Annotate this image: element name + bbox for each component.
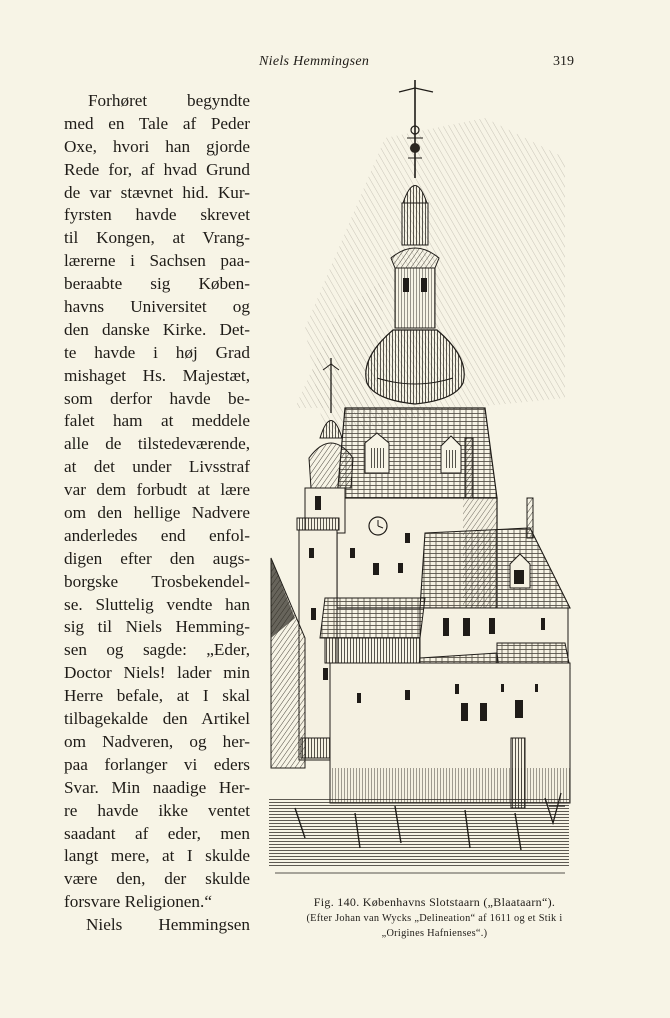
body-text-line: de var stævnet hid. Kur-	[64, 182, 250, 202]
body-text-line: Oxe, hvori han gjorde	[64, 136, 250, 156]
body-text-line: at det under Livsstraf	[64, 457, 250, 477]
running-title: Niels Hemmingsen	[259, 54, 370, 69]
body-text-line: se. Sluttelig vendte han	[64, 594, 250, 614]
caption-source-line-2: „Origines Hafnienses“.)	[381, 928, 488, 939]
body-text-line: fyrsten havde skrevet	[64, 205, 250, 225]
body-text-line: om den hellige Nadvere	[64, 503, 250, 523]
body-text-line: være den, der skulde	[64, 869, 250, 889]
body-text-line: borgske Trosbekendel-	[64, 571, 250, 591]
body-text-line: anderledes end enfol-	[64, 525, 250, 545]
body-text-line: Doctor Niels! lader min	[64, 663, 250, 683]
body-text-line: Forhøret begyndte	[88, 91, 250, 110]
body-text-line: paa forlanger vi eders	[64, 754, 250, 774]
body-text-line: med en Tale af Peder	[64, 113, 250, 133]
body-text-line: alle de tilstedeværende,	[64, 434, 250, 454]
body-text-line: mishaget Hs. Majestæt,	[64, 365, 250, 385]
engraving-illustration	[265, 78, 575, 888]
body-text-line: den danske Kirke. Det-	[64, 319, 250, 339]
body-text-line: havns Universitet og	[64, 297, 250, 317]
body-text-line: tilbagekalde den Artikel	[64, 709, 250, 729]
body-text-line: saadant af eder, men	[64, 823, 250, 843]
body-text-line: om Nadveren, og her-	[64, 731, 250, 751]
body-text-line: re havde ikke ventet	[64, 800, 250, 820]
body-text-line: digen efter den augs-	[64, 548, 250, 568]
body-text-line: lærerne i Sachsen paa-	[64, 251, 250, 271]
body-text-line: forsvare Religionen.“	[64, 892, 212, 912]
body-text-line: Svar. Min naadige Her-	[64, 777, 250, 797]
caption-main: Fig. 140. Københavns Slotstaarn („Blaataarn“).	[313, 895, 556, 909]
body-text-line: til Kongen, at Vrang-	[64, 228, 250, 248]
moat-water	[269, 798, 569, 873]
body-text-line: Herre befale, at I skal	[64, 686, 250, 706]
running-head	[0, 54, 670, 74]
caption-source-line-1: (Efter Johan van Wycks „Delineation“ af 1611 og et Stik i	[306, 913, 563, 924]
body-text-line: te havde i høj Grad	[64, 342, 250, 362]
body-text-line: sen og sagde: „Eder,	[64, 640, 250, 660]
body-text-line: som derfor havde be-	[64, 388, 250, 408]
body-text-line: falet ham at meddele	[64, 411, 250, 431]
page-number: 319	[553, 54, 574, 69]
body-text-column	[64, 90, 250, 937]
body-text-line: Niels Hemmingsen	[86, 915, 250, 935]
body-text-line: langt mere, at I skulde	[64, 846, 250, 866]
castle-tower-engraving	[265, 78, 575, 888]
figure-caption	[262, 895, 607, 940]
body-text-line: sig til Niels Hemming-	[64, 617, 250, 637]
body-text-line: var dem forbudt at lære	[64, 480, 250, 500]
body-text-line: Rede for, af hvad Grund	[64, 159, 250, 179]
body-text-line: beraabte sig Køben-	[64, 274, 250, 294]
